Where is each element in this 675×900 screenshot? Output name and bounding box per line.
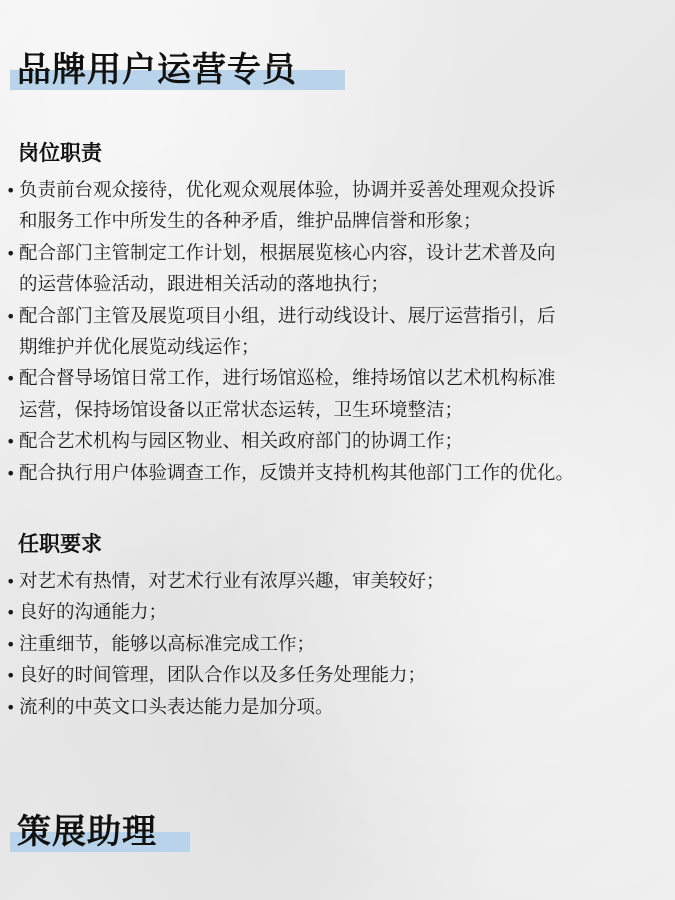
job-title-text: 品牌用户运营专员 [17, 50, 297, 90]
list-item-line: 良好的时间管理，团队合作以及多任务处理能力； [19, 665, 427, 687]
list-item-line: 的运营体验活动，跟进相关活动的落地执行； [19, 274, 390, 296]
duty-item [2, 363, 667, 426]
bullet-icon: • [6, 306, 16, 326]
list-item-line: 注重细节，能够以高标准完成工作； [19, 633, 316, 655]
requirements-section-label: 任职要求 [18, 532, 102, 556]
bullet-icon: • [6, 369, 16, 389]
bullet-icon: • [6, 697, 16, 717]
bullet-icon: • [6, 572, 16, 591]
list-item-line: 配合艺术机构与园区物业、相关政府部门的协调工作； [19, 431, 464, 453]
list-item-line: 良好的沟通能力； [19, 602, 168, 624]
list-item-line: 负责前台观众接待，优化观众观展体验，协调并妥善处理观众投诉 [19, 180, 556, 201]
bullet-icon: • [6, 463, 16, 483]
list-item-line: 配合督导场馆日常工作，进行场馆巡检，维持场馆以艺术机构标准 [19, 368, 556, 390]
requirement-item [2, 660, 667, 691]
list-item-line: 配合执行用户体验调查工作，反馈并支持机构其他部门工作的优化。 [19, 462, 575, 484]
bullet-icon: • [6, 243, 16, 263]
next-job-title-text: 策展助理 [17, 812, 157, 852]
bullet-icon: • [6, 634, 16, 654]
requirements-list [2, 566, 667, 723]
requirement-item [2, 566, 667, 597]
bullet-icon: • [6, 666, 16, 686]
next-job-title-heading [10, 812, 157, 852]
list-item-line: 对艺术有热情，对艺术行业有浓厚兴趣，审美较好； [19, 571, 445, 592]
list-item-line: 配合部门主管制定工作计划，根据展览核心内容，设计艺术普及向 [19, 242, 556, 264]
list-item-line: 期维护并优化展览动线运作； [19, 337, 260, 359]
requirement-item [2, 597, 667, 628]
requirement-item [2, 692, 667, 723]
list-item-line: 运营，保持场馆设备以正常状态运转，卫生环境整洁； [19, 399, 464, 421]
job-title-heading [10, 50, 297, 90]
duty-item [2, 238, 667, 301]
duty-item [2, 175, 667, 238]
duty-item [2, 458, 667, 489]
list-item-line: 和服务工作中所发生的各种矛盾，维护品牌信誉和形象； [19, 211, 482, 233]
list-item-line: 流利的中英文口头表达能力是加分项。 [19, 696, 334, 718]
bullet-icon: • [6, 181, 16, 200]
list-item-line: 配合部门主管及展览项目小组，进行动线设计、展厅运营指引，后 [19, 305, 556, 327]
bullet-icon: • [6, 603, 16, 623]
duties-section-label: 岗位职责 [18, 141, 102, 165]
duties-list [2, 175, 667, 489]
bullet-icon: • [6, 432, 16, 452]
requirement-item [2, 629, 667, 660]
duty-item [2, 426, 667, 457]
duty-item [2, 301, 667, 364]
